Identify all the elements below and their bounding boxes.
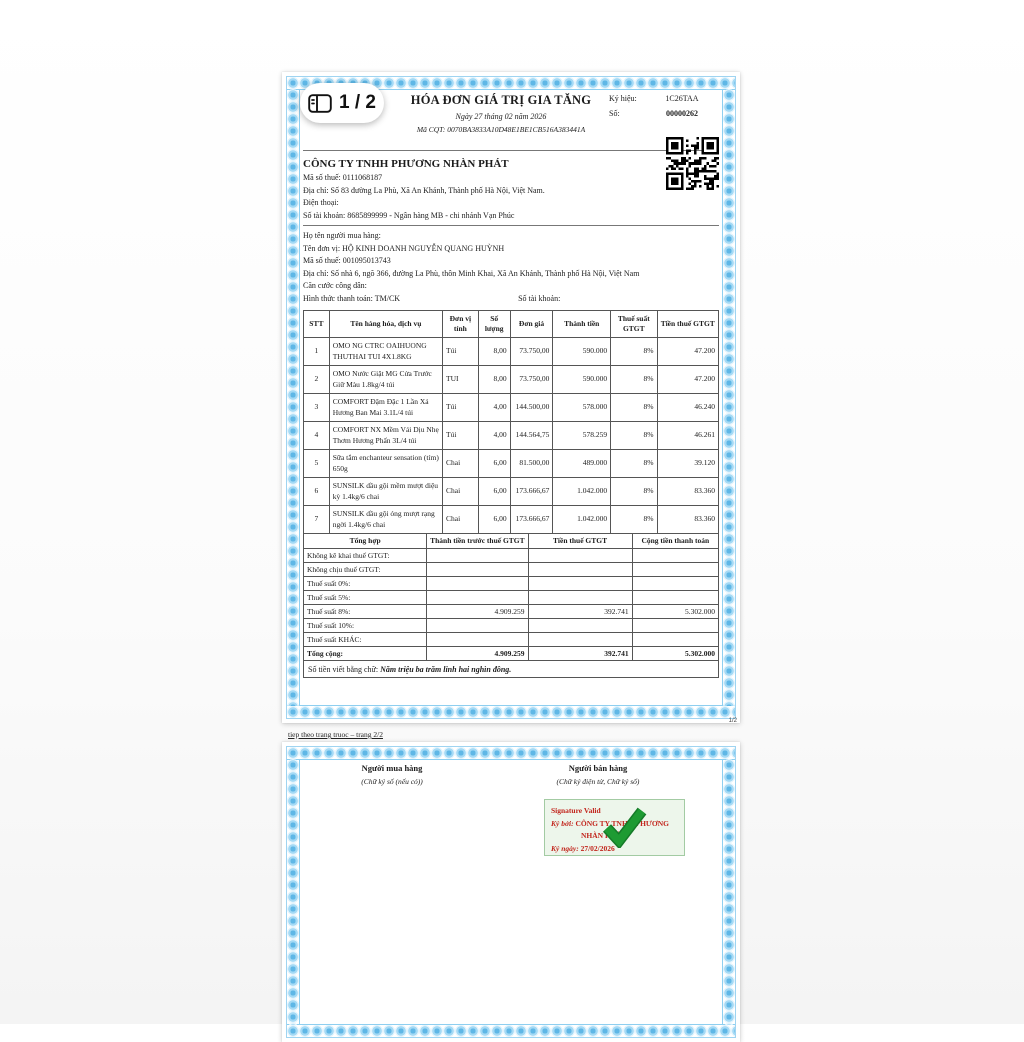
invoice-page-1 bbox=[282, 72, 740, 723]
table-row bbox=[304, 338, 719, 366]
table-cell: 81.500,00 bbox=[510, 450, 553, 478]
table-cell: 4.909.259 bbox=[427, 605, 528, 619]
table-cell bbox=[528, 633, 632, 647]
table-cell: 4 bbox=[304, 422, 330, 450]
buyer-section bbox=[303, 226, 719, 308]
table-cell bbox=[427, 591, 528, 605]
table-cell: 5 bbox=[304, 450, 330, 478]
table-cell: 8% bbox=[611, 506, 657, 534]
column-header: STT bbox=[304, 311, 330, 338]
table-cell: 5.302.000 bbox=[632, 647, 718, 661]
table-cell bbox=[427, 563, 528, 577]
table-cell: SUNSILK dầu gội óng mượt rạng ngời 1.4kg/6 chai bbox=[329, 506, 442, 534]
table-row bbox=[304, 506, 719, 534]
continuation-note: tiep theo trang truoc – trang 2/2 bbox=[288, 730, 383, 739]
signed-date-value: 27/02/2026 bbox=[580, 843, 615, 853]
table-row bbox=[304, 366, 719, 394]
table-cell bbox=[632, 563, 718, 577]
table-cell: 6,00 bbox=[478, 450, 510, 478]
table-cell bbox=[632, 619, 718, 633]
table-cell: Chai bbox=[443, 478, 479, 506]
table-cell: TUI bbox=[443, 366, 479, 394]
table-cell bbox=[528, 619, 632, 633]
column-header: Tổng hợp bbox=[304, 534, 427, 549]
table-row bbox=[304, 422, 719, 450]
table-cell bbox=[632, 549, 718, 563]
table-cell: 6,00 bbox=[478, 506, 510, 534]
seller-bank-account: Số tài khoản: 8685899999 - Ngân hàng MB - chi nhánh Vạn Phúc bbox=[303, 210, 515, 220]
table-cell: 47.200 bbox=[657, 366, 718, 394]
table-row bbox=[304, 549, 719, 563]
invoice-page-2 bbox=[282, 742, 740, 1042]
table-cell: COMFORT Đậm Đặc 1 Lần Xả Hương Ban Mai 3.1L/4 túi bbox=[329, 394, 442, 422]
table-cell: 6,00 bbox=[478, 478, 510, 506]
table-cell: 4.909.259 bbox=[427, 647, 528, 661]
column-header: Tiền thuế GTGT bbox=[528, 534, 632, 549]
table-cell: Túi bbox=[443, 394, 479, 422]
table-cell: 144.500,00 bbox=[510, 394, 553, 422]
table-cell bbox=[632, 577, 718, 591]
signed-by-value: CÔNG TY TNHH PHƯƠNG NHÀN PHÁT bbox=[575, 818, 669, 840]
table-cell bbox=[528, 563, 632, 577]
table-cell bbox=[528, 591, 632, 605]
table-cell: 4,00 bbox=[478, 394, 510, 422]
table-cell: 47.200 bbox=[657, 338, 718, 366]
table-cell: Không kê khai thuế GTGT: bbox=[304, 549, 427, 563]
table-cell: 8% bbox=[611, 338, 657, 366]
table-cell: 8% bbox=[611, 422, 657, 450]
table-cell: 5.302.000 bbox=[632, 605, 718, 619]
table-row bbox=[304, 619, 719, 633]
buyer-sign-title: Người mua hàng bbox=[361, 763, 423, 773]
seller-section bbox=[303, 151, 719, 226]
buyer-account-label: Số tài khoản: bbox=[518, 293, 561, 303]
seller-name: CÔNG TY TNHH PHƯƠNG NHÀN PHÁT bbox=[303, 158, 509, 170]
signature-valid-text: Signature Valid bbox=[551, 806, 601, 815]
table-cell: Chai bbox=[443, 450, 479, 478]
table-cell: 1 bbox=[304, 338, 330, 366]
table-row bbox=[304, 478, 719, 506]
qr-code bbox=[666, 137, 719, 190]
items-table bbox=[303, 310, 719, 534]
summary-table bbox=[303, 533, 719, 661]
table-cell: 173.666,67 bbox=[510, 506, 553, 534]
table-cell: Không chịu thuế GTGT: bbox=[304, 563, 427, 577]
table-cell: Túi bbox=[443, 338, 479, 366]
column-header: Số lượng bbox=[478, 311, 510, 338]
buyer-person: Họ tên người mua hàng: bbox=[303, 231, 381, 240]
seller-sign-title: Người bán hàng bbox=[568, 763, 628, 773]
seller-address: Địa chỉ: Số 83 đường La Phù, Xã An Khánh, Thành phố Hà Nội, Việt Nam. bbox=[303, 185, 545, 195]
table-cell: 489.000 bbox=[553, 450, 611, 478]
table-cell: Thuế suất KHÁC: bbox=[304, 633, 427, 647]
table-cell: 8% bbox=[611, 394, 657, 422]
table-cell: Chai bbox=[443, 506, 479, 534]
column-header: Cộng tiền thanh toán bbox=[632, 534, 718, 549]
table-row bbox=[304, 633, 719, 647]
table-cell: 8% bbox=[611, 450, 657, 478]
table-row bbox=[304, 563, 719, 577]
table-cell bbox=[427, 577, 528, 591]
table-cell: Thuế suất 8%: bbox=[304, 605, 427, 619]
amount-in-words bbox=[303, 661, 719, 678]
invoice-date: Ngày 27 tháng 02 năm 2026 bbox=[455, 112, 547, 121]
column-header: Đơn giá bbox=[510, 311, 553, 338]
page1-footer-page-number: 1/2 bbox=[728, 718, 737, 724]
invoice-number-label: Số: bbox=[609, 109, 620, 118]
table-cell: 7 bbox=[304, 506, 330, 534]
column-header: Tên hàng hóa, dịch vụ bbox=[329, 311, 442, 338]
digital-signature-stamp bbox=[544, 799, 685, 856]
serial-value: 1C26TAA bbox=[665, 94, 699, 103]
page-indicator-pill[interactable] bbox=[300, 83, 384, 123]
table-cell: OMO NG CTRC OAIHUONG THUTHAI TUI 4X1.8KG bbox=[329, 338, 442, 366]
table-cell: 73.750,00 bbox=[510, 366, 553, 394]
column-header: Thành tiền bbox=[553, 311, 611, 338]
table-cell: 578.000 bbox=[553, 394, 611, 422]
table-cell: 8,00 bbox=[478, 366, 510, 394]
table-cell: Thuế suất 0%: bbox=[304, 577, 427, 591]
table-cell: 73.750,00 bbox=[510, 338, 553, 366]
table-cell: 2 bbox=[304, 366, 330, 394]
column-header: Thuế suất GTGT bbox=[611, 311, 657, 338]
seller-tax-code: Mã số thuế: 0111068187 bbox=[303, 173, 383, 182]
buyer-signature-heading bbox=[292, 763, 492, 786]
table-cell: 392.741 bbox=[528, 647, 632, 661]
table-cell: 83.360 bbox=[657, 478, 718, 506]
decorative-border bbox=[286, 746, 736, 1038]
table-cell: 3 bbox=[304, 394, 330, 422]
page-indicator-label: 1 / 2 bbox=[339, 92, 376, 113]
table-cell: 83.360 bbox=[657, 506, 718, 534]
buyer-id-card: Căn cước công dân: bbox=[303, 281, 367, 290]
invoice-number-value: 00000262 bbox=[666, 109, 698, 118]
table-cell: 8% bbox=[611, 366, 657, 394]
table-cell bbox=[427, 619, 528, 633]
serial-label: Ký hiệu: bbox=[609, 94, 637, 103]
table-cell bbox=[528, 549, 632, 563]
table-cell: 590.000 bbox=[553, 338, 611, 366]
table-cell: Thuế suất 10%: bbox=[304, 619, 427, 633]
buyer-company: Tên đơn vị: HỘ KINH DOANH NGUYỄN QUANG HUỲNH bbox=[303, 243, 505, 253]
table-cell: 46.261 bbox=[657, 422, 718, 450]
table-cell: SUNSILK dầu gội mềm mượt diệu kỳ 1.4kg/6 chai bbox=[329, 478, 442, 506]
table-cell bbox=[427, 633, 528, 647]
table-cell: 4,00 bbox=[478, 422, 510, 450]
invoice-cqt-code: Mã CQT: 0070BA3833A10D48E1BE1CB516A383441A bbox=[416, 125, 586, 134]
column-header: Tiền thuế GTGT bbox=[657, 311, 718, 338]
invoice-title: HÓA ĐƠN GIÁ TRỊ GIA TĂNG bbox=[410, 93, 592, 107]
amount-in-words-label: Số tiền viết bằng chữ: bbox=[308, 664, 381, 674]
buyer-sign-subtitle: (Chữ ký số (nếu có)) bbox=[361, 777, 423, 786]
table-cell bbox=[427, 549, 528, 563]
column-header: Thành tiền trước thuế GTGT bbox=[427, 534, 528, 549]
signed-by-label: Ký bởi: bbox=[551, 818, 576, 828]
table-cell: 144.564,75 bbox=[510, 422, 553, 450]
table-cell: Thuế suất 5%: bbox=[304, 591, 427, 605]
table-row bbox=[304, 605, 719, 619]
table-cell: Tổng cộng: bbox=[304, 647, 427, 661]
table-cell: OMO Nước Giặt MG Cửa Trước Giữ Màu 1.8kg/4 túi bbox=[329, 366, 442, 394]
table-row bbox=[304, 591, 719, 605]
column-header: Đơn vị tính bbox=[443, 311, 479, 338]
signed-date-label: Ký ngày: bbox=[551, 843, 581, 853]
amount-in-words-value: Năm triệu ba trăm linh hai nghìn đồng. bbox=[380, 664, 512, 674]
table-cell bbox=[632, 591, 718, 605]
buyer-tax-code: Mã số thuế: 001095013743 bbox=[303, 256, 391, 265]
table-cell: 39.120 bbox=[657, 450, 718, 478]
table-cell: Sữa tắm enchanteur sensation (tím) 650g bbox=[329, 450, 442, 478]
table-cell: 6 bbox=[304, 478, 330, 506]
pages-icon bbox=[308, 94, 332, 113]
table-row bbox=[304, 647, 719, 661]
payment-method: Hình thức thanh toán: TM/CK bbox=[303, 293, 401, 303]
table-cell bbox=[632, 633, 718, 647]
seller-signature-heading bbox=[498, 763, 698, 786]
table-cell: 1.042.000 bbox=[553, 478, 611, 506]
buyer-address: Địa chỉ: Số nhà 6, ngõ 366, đường La Phù, thôn Minh Khai, Xã An Khánh, Thành phố Hà Nội, Việt Nam bbox=[303, 268, 640, 278]
table-cell: Túi bbox=[443, 422, 479, 450]
checkmark-icon bbox=[601, 806, 647, 848]
table-cell: COMFORT NX Mềm Vải Dịu Nhẹ Thơm Hương Phấn 3L/4 túi bbox=[329, 422, 442, 450]
table-cell: 8% bbox=[611, 478, 657, 506]
table-row bbox=[304, 450, 719, 478]
table-cell: 46.240 bbox=[657, 394, 718, 422]
table-cell: 8,00 bbox=[478, 338, 510, 366]
table-cell: 590.000 bbox=[553, 366, 611, 394]
table-cell: 392.741 bbox=[528, 605, 632, 619]
table-cell: 173.666,67 bbox=[510, 478, 553, 506]
table-cell bbox=[528, 577, 632, 591]
table-cell: 1.042.000 bbox=[553, 506, 611, 534]
seller-sign-subtitle: (Chữ ký điện tử, Chữ ký số) bbox=[556, 777, 640, 786]
table-row bbox=[304, 577, 719, 591]
seller-phone: Điện thoại: bbox=[303, 198, 339, 207]
table-cell: 578.259 bbox=[553, 422, 611, 450]
table-row bbox=[304, 394, 719, 422]
